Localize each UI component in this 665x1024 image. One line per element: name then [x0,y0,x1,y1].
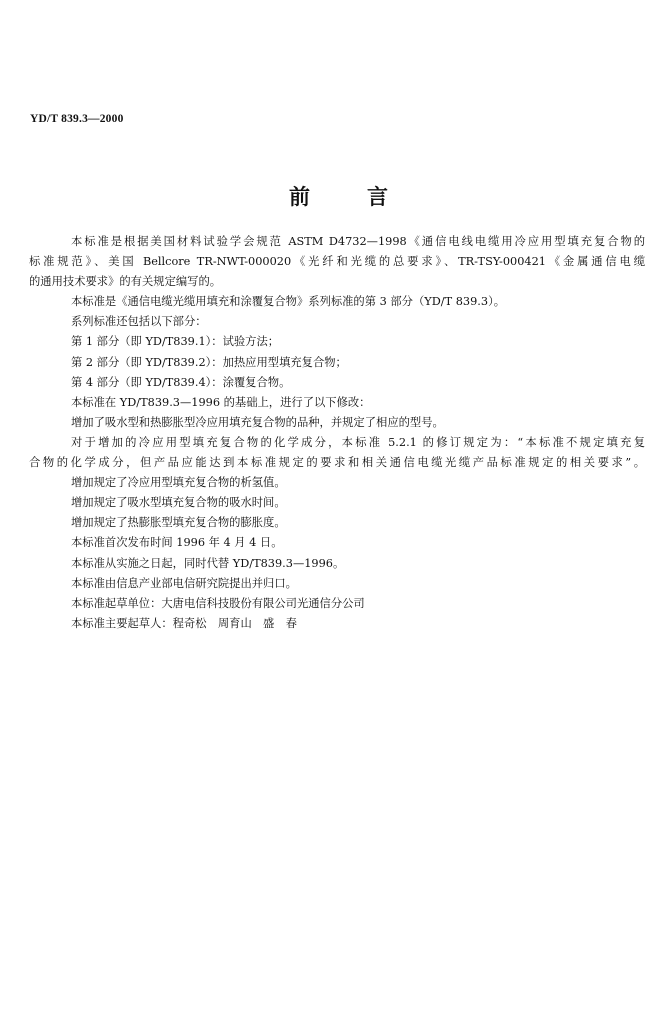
paragraph-line: 增加规定了吸水型填充复合物的吸水时间。 [71,496,286,510]
paragraph-line: 增加了吸水型和热膨胀型冷应用填充复合物的品种，并规定了相应的型号。 [71,415,444,429]
paragraph-line: 增加规定了冷应用型填充复合物的析氢值。 [71,476,286,490]
paragraph-line: 标准规范》、美国 Bellcore TR-NWT-000020《光纤和光缆的总要求》、TR-TSY-000421《金属通信电缆 [29,255,645,269]
title-char-2: 言 [367,185,388,209]
paragraph-line: 本标准从实施之日起，同时代替 YD/T839.3—1996。 [71,556,345,570]
paragraph-line: 本标准主要起草人：程奇松 周育山 盛 春 [71,616,297,630]
paragraph-line: 的通用技术要求》的有关规定编写的。 [29,275,222,289]
paragraph-line: 本标准由信息产业部电信研究院提出并归口。 [71,576,297,590]
paragraph-line: 系列标准还包括以下部分： [71,315,207,329]
paragraph-line: 本标准在 YD/T839.3—1996 的基础上，进行了以下修改： [71,395,371,409]
paragraph-line: 对于增加的冷应用型填充复合物的化学成分，本标准 5.2.1 的修订规定为：“本标准不规定填充复 [71,435,645,449]
paragraph-line: 第 2 部分（即 YD/T839.2）：加热应用型填充复合物； [71,355,347,369]
paragraph-line: 本标准首次发布时间 1996 年 4 月 4 日。 [71,536,283,550]
standard-code: YD/T 839.3—2000 [30,113,124,125]
paragraph-line: 本标准是《通信电缆光缆用填充和涂覆复合物》系列标准的第 3 部分（YD/T 839.3）。 [71,295,506,309]
foreword-body [29,232,645,634]
paragraph-line: 合物的化学成分，但产品应能达到本标准规定的要求和相关通信电缆光缆产品标准规定的相关要求”。 [29,456,645,470]
paragraph-line: 本标准起草单位：大唐电信科技股份有限公司光通信分公司 [71,596,365,610]
paragraph-line: 第 1 部分（即 YD/T839.1）：试验方法； [71,335,280,349]
paragraph-line: 第 4 部分（即 YD/T839.4）：涂覆复合物。 [71,375,291,389]
page-title [0,181,665,211]
paragraph-line: 本标准是根据美国材料试验学会规范 ASTM D4732—1998《通信电线电缆用冷应用型填充复合物的 [71,235,645,248]
paragraph-line: 增加规定了热膨胀型填充复合物的膨胀度。 [71,516,286,530]
title-char-1: 前 [289,185,310,209]
